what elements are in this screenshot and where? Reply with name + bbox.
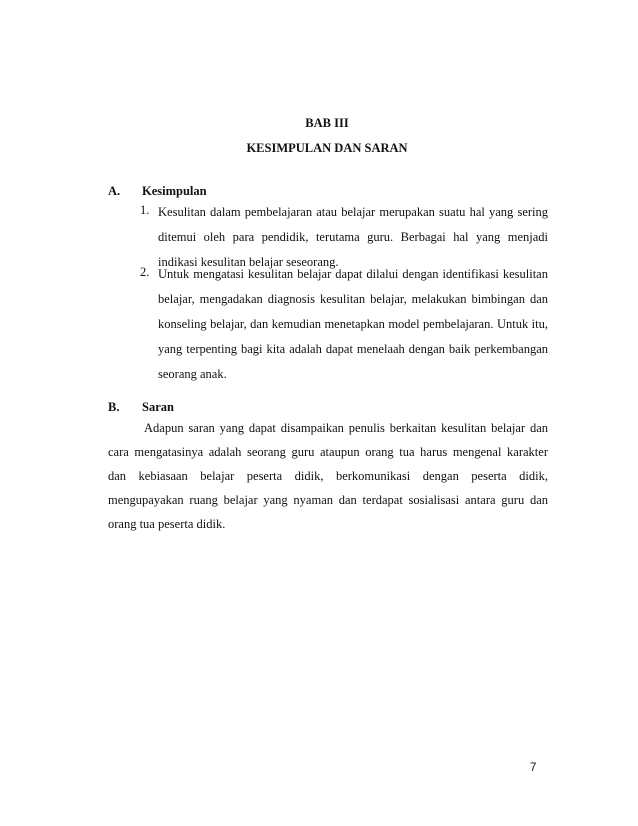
chapter-title: KESIMPULAN DAN SARAN <box>246 141 408 155</box>
list-item-line: seorang anak. <box>158 367 227 381</box>
section-title: Kesimpulan <box>142 184 207 198</box>
list-item-number: 1. <box>140 203 150 217</box>
page-number: 7 <box>530 762 537 774</box>
list-item-line: konseling belajar, dan kemudian menetapkan model pembelajaran. Untuk itu, <box>158 317 548 331</box>
section-heading-kesimpulan <box>108 184 207 199</box>
list-item-line: belajar, mengadakan diagnosis kesulitan belajar, melakukan bimbingan dan <box>158 292 548 306</box>
list-item-line: indikasi kesulitan belajar seseorang. <box>158 255 339 269</box>
list-item-number: 2. <box>140 265 150 279</box>
section-letter: A. <box>108 184 121 198</box>
section-title: Saran <box>142 400 174 414</box>
list-item-line: Kesulitan dalam pembelajaran atau belajar merupakan suatu hal yang sering <box>158 205 548 219</box>
list-item-line: ditemui oleh para pendidik, terutama guru. Berbagai hal yang menjadi <box>158 230 548 244</box>
paragraph-line: cara mengatasinya adalah seorang guru ataupun orang tua harus mengenal karakter <box>108 445 548 459</box>
list-item-line: yang terpenting bagi kita adalah dapat menelaah dengan baik perkembangan <box>158 342 548 356</box>
paragraph-line: dan kebiasaan belajar peserta didik, berkomunikasi dengan peserta didik, <box>108 469 548 483</box>
chapter-number: BAB III <box>305 116 349 130</box>
paragraph-line: orang tua peserta didik. <box>108 517 226 531</box>
section-heading-saran <box>108 400 174 415</box>
list-item-line: Untuk mengatasi kesulitan belajar dapat dilalui dengan identifikasi kesulitan <box>158 267 548 281</box>
paragraph-line: Adapun saran yang dapat disampaikan penulis berkaitan kesulitan belajar dan <box>144 421 548 435</box>
section-letter: B. <box>108 400 120 414</box>
paragraph-line: mengupayakan ruang belajar yang nyaman dan terdapat sosialisasi antara guru dan <box>108 493 548 507</box>
